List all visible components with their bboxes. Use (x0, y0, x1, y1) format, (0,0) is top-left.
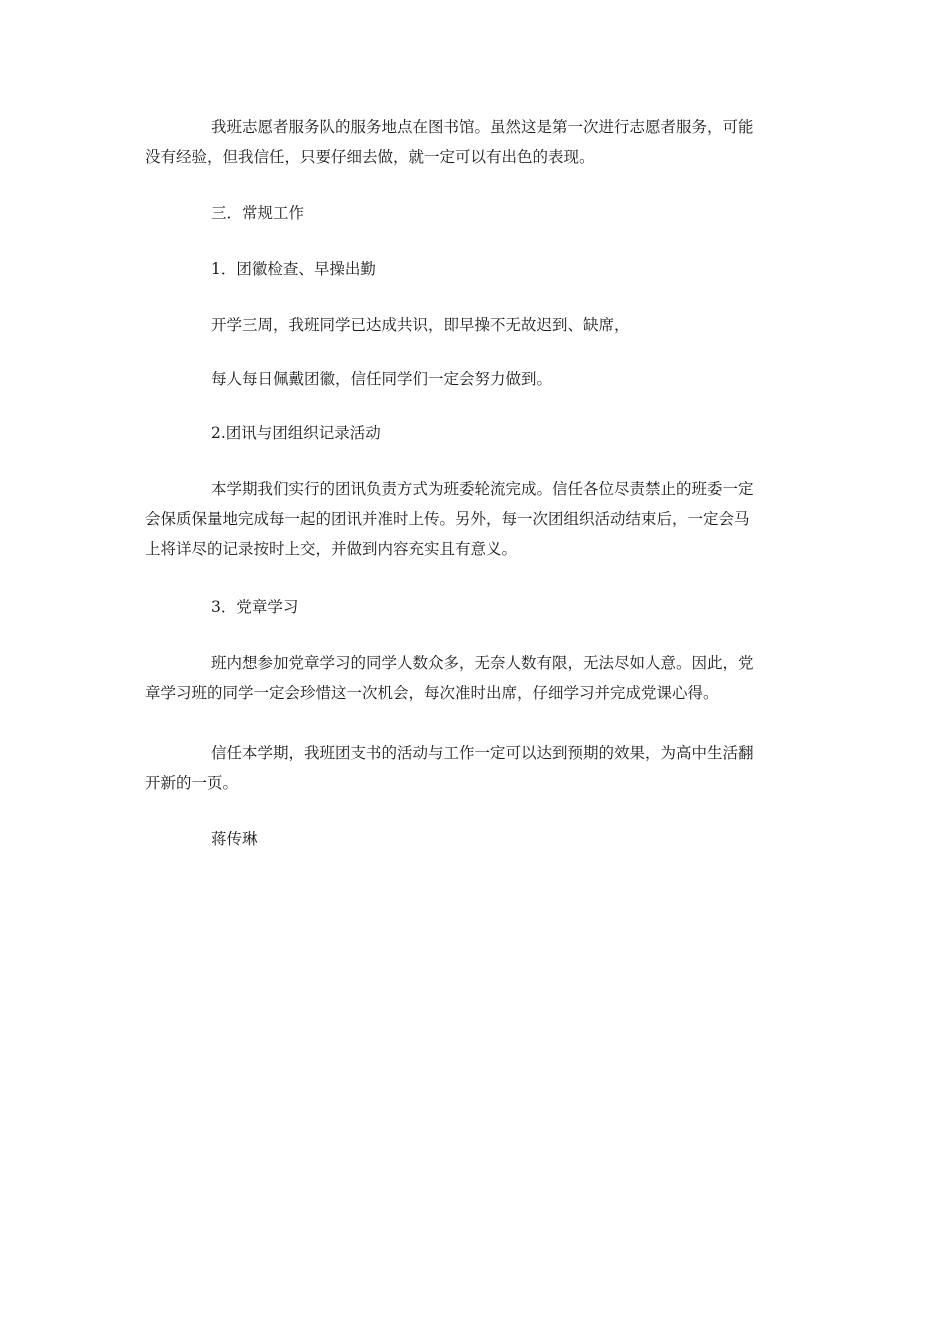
text-line: 本学期我们实行的团讯负责方式为班委轮流完成。信任各位尽责禁止的班委一定 (211, 480, 754, 498)
text-line: 2.团讯与团组织记录活动 (211, 424, 381, 442)
text-line: 上将详尽的记录按时上交，并做到内容充实且有意义。 (145, 540, 518, 558)
paragraph-party-study (145, 648, 800, 708)
text-line: 三．常规工作 (211, 204, 305, 222)
text-line: 班内想参加党章学习的同学人数众多，无奈人数有限，无法尽如人意。因此，党 (211, 654, 754, 672)
author-signature (145, 824, 800, 854)
text-line: 1．团徽检查、早操出勤 (211, 260, 376, 278)
text-line: 会保质保量地完成每一起的团讯并准时上传。另外，每一次团组织活动结束后，一定会马 (145, 510, 750, 528)
text-line: 没有经验，但我信任，只要仔细去做，就一定可以有出色的表现。 (145, 148, 595, 166)
paragraph-volunteer-service (145, 112, 800, 172)
section-heading-routine-work (145, 198, 800, 228)
paragraph-league-news (145, 474, 800, 564)
text-line: 我班志愿者服务队的服务地点在图书馆。虽然这是第一次进行志愿者服务，可能 (211, 118, 754, 136)
paragraph-conclusion (145, 738, 800, 798)
subheading-league-records (145, 418, 800, 448)
subheading-party-study (145, 592, 800, 622)
text-line: 信任本学期，我班团支书的活动与工作一定可以达到预期的效果，为高中生活翻 (211, 744, 754, 762)
subheading-badge-check (145, 254, 800, 284)
text-line: 3．党章学习 (211, 598, 299, 616)
text-line: 每人每日佩戴团徽，信任同学们一定会努力做到。 (211, 370, 553, 388)
text-line: 章学习班的同学一定会珍惜这一次机会，每次准时出席，仔细学习并完成党课心得。 (145, 684, 719, 702)
paragraph-morning-exercise (145, 310, 800, 340)
text-line: 开新的一页。 (145, 774, 239, 792)
text-line: 蒋传琳 (211, 830, 258, 848)
paragraph-badge-wearing (145, 364, 800, 394)
text-line: 开学三周，我班同学已达成共识，即早操不无故迟到、缺席， (211, 316, 630, 334)
